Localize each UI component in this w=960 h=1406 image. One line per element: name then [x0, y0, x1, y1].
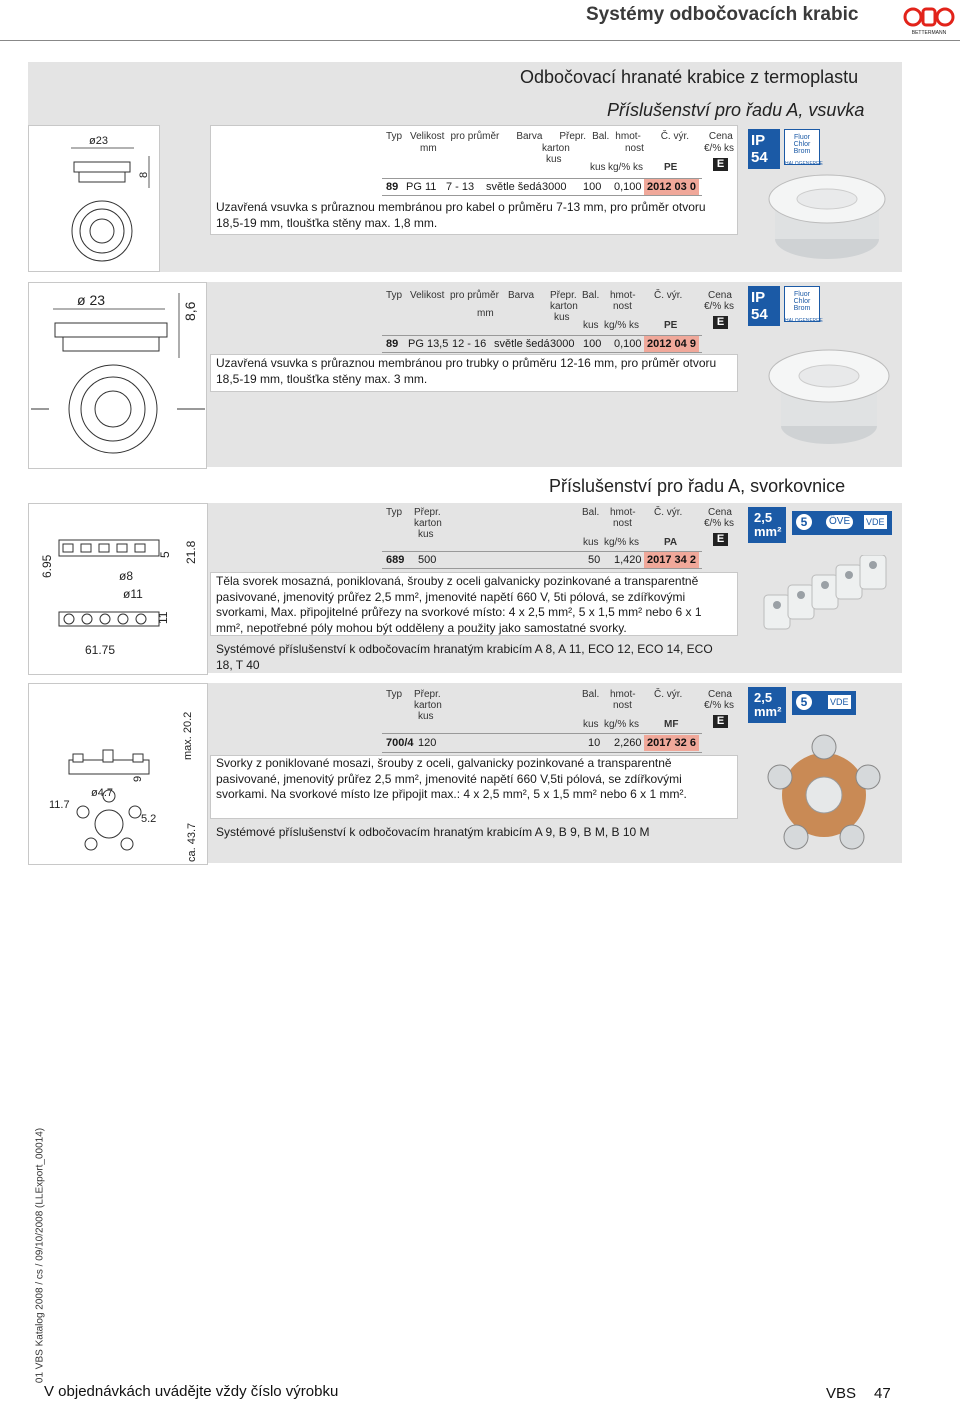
item4-col-cena: Cena	[708, 689, 732, 700]
item3-e-box: E	[713, 533, 728, 546]
item3-header	[382, 505, 736, 547]
item3-bal: 50	[588, 554, 601, 566]
item2-col-prepr: Přepr.	[550, 290, 577, 301]
item4-dim-52: 5.2	[141, 813, 157, 825]
terminal-block-photo	[754, 555, 894, 665]
item3-dim-h1: 6.95	[40, 554, 54, 578]
item2-col-cena: Cena	[708, 290, 732, 301]
star-terminal-photo	[758, 733, 890, 857]
item2-col-mm: mm	[477, 308, 494, 319]
item3-dim-d1: ø8	[119, 569, 134, 583]
halogenfree-badge	[784, 129, 823, 167]
item1-e-box: E	[713, 158, 728, 171]
item4-bal: 10	[588, 737, 601, 749]
halogen-label: HALOGENFREE	[785, 161, 823, 167]
item4-col-eur: €/% ks	[704, 700, 735, 711]
item1-typ: 89	[386, 181, 399, 193]
item4-dim-h: 11.7	[49, 799, 70, 811]
ip-number: 54	[751, 149, 768, 166]
item4-header	[382, 687, 736, 729]
item2-typ: 89	[386, 338, 399, 350]
item3-col-kg: kg/% ks	[604, 537, 640, 548]
item3-col-typ: Typ	[386, 507, 403, 518]
item1-description: Uzavřená vsuvka s průraznou membránou pro kabel o průměru 7-13 mm, pro průměr otvoru 18,5-19 mm, tloušťka stěny max. 1,8 mm.	[216, 200, 706, 230]
item4-col-hmot: hmot-	[610, 689, 636, 700]
item4-col-cvyr: Č. výr.	[654, 689, 683, 700]
item2-col-velikost: Velikost	[410, 290, 445, 301]
item1-spec-table	[383, 131, 736, 142]
terminal-block-drawing	[29, 504, 207, 674]
item2-bal: 100	[583, 338, 602, 350]
col-velikost: Velikost	[410, 131, 445, 142]
item3-col-cvyr: Č. výr.	[654, 507, 683, 518]
section-subtitle-vsuvka: Příslušenství pro řadu A, vsuvka	[607, 100, 865, 120]
item2-header	[382, 288, 736, 330]
item3-karton: 500	[418, 554, 437, 566]
item3-col-hmot: hmot-	[610, 507, 636, 518]
item4-dim-d: ø4.7	[91, 787, 114, 799]
item2-drawing	[28, 282, 207, 469]
item2-velikost: PG 13,5	[408, 338, 449, 350]
item4-hmotnost: 2,260	[614, 737, 642, 749]
item3-dim-d2: ø11	[123, 587, 143, 601]
footer-section: VBS	[826, 1385, 857, 1402]
col-cena: Cena	[708, 131, 733, 142]
poles-badge-2: 5	[796, 694, 812, 710]
grommet-photo-2	[764, 334, 894, 454]
poles-badge: 5	[796, 514, 812, 530]
item2-col-hmot: hmot-	[610, 290, 636, 301]
item4-typ: 700/4	[386, 737, 414, 749]
grommet-photo-1	[762, 169, 892, 264]
item2-col-karton: karton	[550, 301, 578, 312]
item1-drawing	[28, 125, 160, 272]
section-subtitle-svorkovnice: Příslušenství pro řadu A, svorkovnice	[549, 476, 846, 496]
ip-number-2: 54	[751, 306, 768, 323]
header-rule	[0, 40, 960, 41]
item4-description: Svorky z poniklované mosazi, šrouby z oceli, galvanicky pozinkované a transparentně pasivované, jmenovitý průřez 2,5 mm², jmenovité napětí 660 V,5ti pólová, se zdířkovými svorkami. Na svorkové místo lze připojit max.: 4 x 2,5 mm², 5 x 1,5 mm² nebo 6 x 1 mm².	[216, 756, 687, 801]
item2-col-prumer: pro průměr	[450, 290, 499, 301]
item3-hmotnost: 1,420	[614, 554, 642, 566]
item4-drawing	[28, 683, 208, 865]
col-hmot: hmot-	[615, 131, 641, 142]
cert-badges-2	[792, 691, 856, 715]
item3-col-kus2: kus	[583, 537, 599, 548]
item4-col-kg: kg/% ks	[604, 719, 640, 730]
item1-karton-label: karton	[542, 143, 570, 154]
ip-label: IP	[751, 132, 766, 149]
halogen-top-2: Fluor Chlor Brom	[793, 291, 811, 312]
item2-cislo: 2012 04 9	[644, 336, 699, 352]
item2-prumer: 12 - 16	[452, 338, 487, 350]
halogen-top: Fluor Chlor Brom	[793, 134, 811, 155]
item4-col-bal: Bal.	[582, 689, 600, 700]
item4-dim-max: max. 20.2	[182, 711, 194, 760]
item4-material: MF	[664, 719, 679, 730]
footer-note: V objednávkách uvádějte vždy číslo výrobku	[44, 1383, 339, 1400]
item1-dim-diameter: ø23	[89, 135, 108, 147]
item4-col-prepr: Přepr.	[414, 689, 441, 700]
item4-col-nost: nost	[613, 700, 632, 711]
item4-system-note: Systémové příslušenství k odbočovacím hranatým krabicím A 9, B 9, B M, B 10 M	[216, 825, 650, 839]
ove-badge: ÖVE	[826, 515, 853, 529]
item3-col-nost: nost	[613, 518, 632, 529]
item3-material: PA	[664, 537, 678, 548]
item3-dim-5: 5	[158, 551, 172, 558]
item1-photo	[744, 125, 902, 270]
item1-eur-label: €/% ks	[704, 143, 735, 154]
item4-badge-unit: mm²	[754, 704, 782, 719]
item2-description: Uzavřená vsuvka s průraznou membránou pro trubky o průměru 12-16 mm, pro průměr otvoru 18,5-19 mm, tloušťka stěny max. 3 mm.	[216, 356, 717, 386]
item2-col-kus2: kus	[583, 320, 599, 331]
item3-dim-218: 21.8	[184, 540, 198, 564]
section-title: Odbočovací hranaté krabice z termoplastu	[520, 67, 859, 87]
item1-karton: 3000	[542, 181, 567, 193]
item3-dim-11: 11	[156, 611, 170, 624]
item4-badge-size: 2,5	[754, 690, 773, 705]
halogen-label-2: HALOGENFREE	[785, 318, 823, 324]
item1-barva: světle šedá	[486, 181, 542, 193]
page-header-title: Systémy odbočovacích krabic	[586, 4, 859, 25]
col-typ: Typ	[386, 131, 403, 142]
star-terminal-drawing	[29, 684, 207, 864]
ip-label-2: IP	[751, 289, 766, 306]
item2-karton: 3000	[550, 338, 575, 350]
item2-e-box: E	[713, 316, 728, 329]
ip54-badge-2	[748, 286, 780, 326]
item3-dim-width: 61.75	[85, 643, 116, 657]
item3-col-kus: kus	[418, 529, 434, 540]
ip54-badge	[748, 129, 780, 169]
item3-col-karton: karton	[414, 518, 442, 529]
item2-hmotnost: 0,100	[614, 338, 642, 350]
col-prepr: Přepr.	[559, 131, 587, 142]
item1-bal: 100	[583, 181, 602, 193]
item2-col-kus: kus	[554, 312, 570, 323]
item2-col-kg: kg/% ks	[604, 320, 640, 331]
item2-col-typ: Typ	[386, 290, 403, 301]
item1-cislo: 2012 03 0	[644, 179, 699, 195]
item1-hmotnost: 0,100	[614, 181, 642, 193]
item1-material: PE	[664, 162, 678, 173]
item3-description: Těla svorek mosazná, poniklovaná, šrouby z oceli galvanicky pozinkované a transparentně pasivované, jmenovitý průřez 2,5 mm², jmenovité napětí 660 V, 5ti pólová, se zdířkovými svorkami, Max. připojitelné průřezy na svorkové místo: 4 x 2,5 mm², 5 x 1,5 mm² nebo 6 x 1 mm², nepotřebné póly mohou být odděleny a použity jako samostatné svorky.	[216, 574, 702, 635]
item2-dim-height: 8,6	[182, 301, 198, 321]
item3-system-note: Systémové příslušenství k odbočovacím hranatým krabicím A 8, A 11, ECO 12, ECO 14, ECO 18, T 40	[216, 642, 713, 672]
item2-dim-diameter: ø 23	[77, 292, 106, 308]
item2-col-barva: Barva	[508, 290, 535, 301]
col-prumer: pro průměr	[450, 131, 500, 142]
item4-col-kus: kus	[418, 711, 434, 722]
obo-logo	[903, 6, 955, 36]
item3-drawing	[28, 503, 208, 675]
item3-cislo: 2017 34 2	[644, 552, 699, 568]
item4-dim-9: 9	[132, 775, 144, 782]
item4-e-box: E	[713, 715, 728, 728]
item1-data-row	[382, 178, 702, 196]
item4-photo	[744, 683, 902, 863]
grommet-drawing-2	[29, 283, 206, 468]
item4-col-typ: Typ	[386, 689, 403, 700]
item1-nost-label: nost	[625, 143, 644, 154]
item1-kus2-label: kus	[590, 162, 606, 173]
halogenfree-badge-2	[784, 286, 823, 324]
cross-section-badge-2	[748, 687, 786, 723]
item1-prumer: 7 - 13	[446, 181, 475, 193]
col-cvyr: Č. výr.	[660, 131, 690, 142]
item2-material: PE	[664, 320, 678, 331]
item1-mm-label: mm	[420, 143, 437, 154]
item3-typ: 689	[386, 554, 405, 566]
footer-page-number: 47	[874, 1385, 891, 1402]
item1-kus-label: kus	[546, 154, 562, 165]
item3-badge-size: 2,5	[754, 510, 773, 525]
side-imprint: 01 VBS Katalog 2008 / cs / 09/10/2008 (LLExport_00014)	[34, 1127, 46, 1384]
col-bal: Bal.	[592, 131, 610, 142]
col-barva: Barva	[516, 131, 543, 142]
item3-col-bal: Bal.	[582, 507, 600, 518]
item3-data-row	[382, 551, 702, 569]
item1-velikost: PG 11	[406, 181, 437, 193]
item1-dim-height: 8	[138, 171, 150, 178]
cross-section-badge	[748, 507, 786, 543]
item3-badge-unit: mm²	[754, 524, 782, 539]
item4-cislo: 2017 32 6	[644, 735, 699, 751]
item4-karton: 120	[418, 737, 437, 749]
item2-col-nost: nost	[613, 301, 632, 312]
item2-col-eur: €/% ks	[704, 301, 735, 312]
item3-col-prepr: Přepr.	[414, 507, 441, 518]
item2-data-row	[382, 335, 702, 353]
item2-col-cvyr: Č. výr.	[654, 290, 683, 301]
item4-data-row	[382, 733, 702, 753]
item4-dim-ca: ca. 43.7	[186, 822, 198, 862]
item4-col-karton: karton	[414, 700, 442, 711]
vde-badge-2: VDE	[830, 697, 849, 707]
logo-subtext: BETTERMANN	[911, 30, 947, 36]
item2-photo	[744, 282, 902, 467]
item2-col-bal: Bal.	[582, 290, 600, 301]
grommet-drawing-1	[29, 126, 159, 271]
item4-col-kus2: kus	[583, 719, 599, 730]
item3-photo	[744, 503, 902, 673]
cert-badges	[792, 511, 892, 535]
item3-col-cena: Cena	[708, 507, 732, 518]
item2-barva: světle šedá	[494, 338, 550, 350]
item1-kg-label: kg/% ks	[608, 162, 644, 173]
vde-badge: VDE	[866, 517, 885, 527]
item3-col-eur: €/% ks	[704, 518, 735, 529]
